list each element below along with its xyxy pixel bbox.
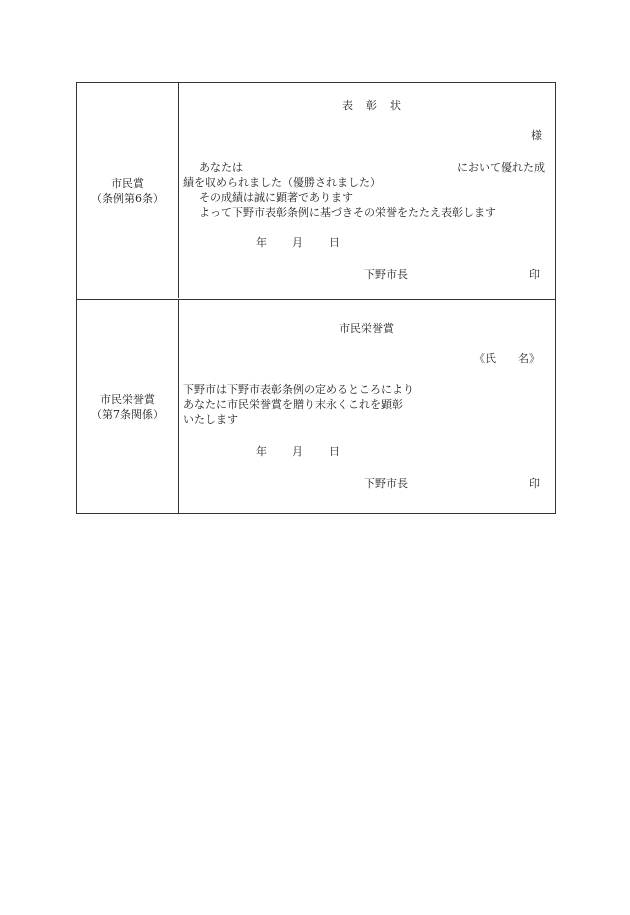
row-label-honor-award	[77, 300, 179, 514]
label-award-name: 市民賞	[111, 176, 144, 190]
date-year: 年	[256, 236, 267, 249]
body-line-4: よって下野市表彰条例に基づきその栄誉をたたえ表彰します	[199, 206, 496, 219]
table-row-honor-award	[77, 299, 555, 514]
awards-table	[76, 82, 556, 514]
certificate-citizen-award	[179, 83, 555, 298]
body-line-1-end: において優れた成	[457, 161, 545, 174]
date-year: 年	[256, 445, 267, 458]
label-award-name: 市民栄誉賞	[100, 393, 155, 406]
body-line-3: いたします	[183, 413, 238, 426]
addressee-suffix: 様	[531, 129, 542, 142]
date-day: 日	[329, 445, 340, 458]
body-line-2: 績を収められました（優勝されました）	[183, 176, 381, 189]
table-row-citizen-award	[77, 83, 555, 298]
label-article-ref: （条例第6条）	[91, 191, 164, 205]
signer-title: 下野市長	[364, 477, 408, 490]
body-line-1-start: あなたは	[199, 161, 243, 174]
row-label-citizen-award	[77, 83, 179, 298]
body-line-3: その成績は誠に顕著であります	[199, 191, 353, 204]
name-placeholder: 《氏 名》	[474, 352, 540, 365]
date-day: 日	[329, 236, 340, 249]
date-month: 月	[292, 236, 303, 249]
date-month: 月	[292, 445, 303, 458]
label-article-ref: （第7条関係）	[91, 408, 164, 421]
certificate-honor-award	[179, 300, 555, 514]
seal-mark: 印	[529, 268, 540, 281]
certificate-title: 市民栄誉賞	[339, 322, 394, 335]
body-line-1: 下野市は下野市表彰条例の定めるところにより	[183, 383, 414, 396]
certificate-title: 表 彰 状	[342, 99, 402, 112]
seal-mark: 印	[529, 477, 540, 490]
signer-title: 下野市長	[364, 268, 408, 281]
body-line-2: あなたに市民栄誉賞を贈り末永くこれを顕彰	[183, 398, 403, 411]
